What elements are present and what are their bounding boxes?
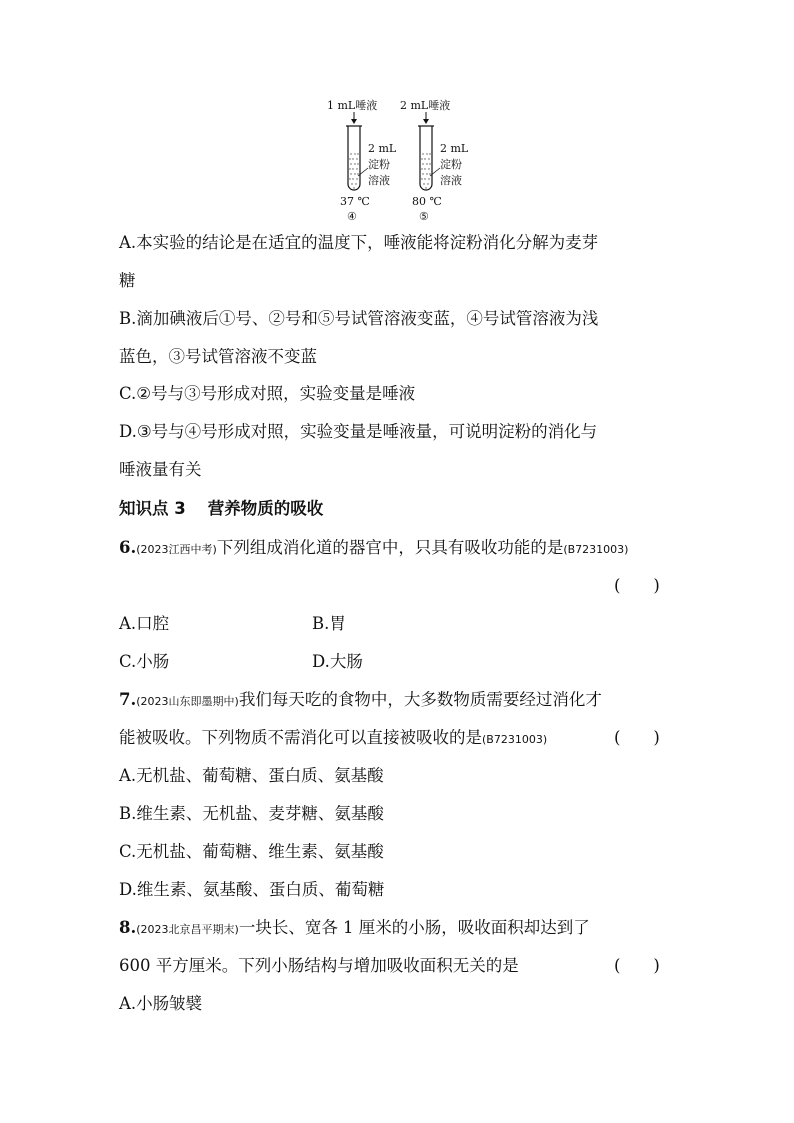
q7-code: (B7231003) xyxy=(482,733,548,746)
tube4-drop-label: 1 mL唾液 xyxy=(327,99,378,112)
q7-stem-text-2: 能被吸收。下列物质不需消化可以直接被吸收的是 xyxy=(119,728,482,747)
tube4-content-label-2: 淀粉 xyxy=(368,158,390,171)
q8-option-a: A.小肠皱襞 xyxy=(119,994,203,1013)
tube4-arrowhead xyxy=(351,119,357,124)
q5-option-b-line2: 蓝色，③号试管溶液不变蓝 xyxy=(119,347,317,366)
q8-number: 8. xyxy=(119,918,137,937)
q5-option-b-line1: B.滴加碘液后①号、②号和⑤号试管溶液变蓝，④号试管溶液为浅 xyxy=(119,309,599,328)
q7-number: 7. xyxy=(119,690,137,709)
q7-stem-line1 xyxy=(119,688,602,714)
q7-option-b: B.维生素、无机盐、麦芽糖、氨基酸 xyxy=(119,804,384,823)
q6-source: (2023江西中考) xyxy=(136,543,217,556)
tube4-temp: 37 ℃ xyxy=(340,195,370,208)
q7-option-c: C.无机盐、葡萄糖、维生素、氨基酸 xyxy=(119,842,384,861)
section-heading xyxy=(119,497,323,521)
q5-option-a-line1: A.本实验的结论是在适宜的温度下，唾液能将淀粉消化分解为麦芽 xyxy=(119,233,599,252)
q5-option-d-line2: 唾液量有关 xyxy=(119,460,202,479)
q7-option-a: A.无机盐、葡萄糖、蛋白质、氨基酸 xyxy=(119,766,384,785)
q6-option-c: C.小肠 xyxy=(119,652,170,671)
q6-code: (B7231003) xyxy=(563,543,629,556)
test-tubes-illustration xyxy=(320,92,480,224)
q5-option-a-line2: 糖 xyxy=(119,271,136,290)
tube4-solution xyxy=(349,153,358,188)
q6-option-b: B.胃 xyxy=(312,614,346,633)
section-title: 营养物质的吸收 xyxy=(207,499,324,518)
section-label: 知识点 3 xyxy=(119,499,186,518)
q6-stem xyxy=(119,536,628,562)
tube4-number: ④ xyxy=(347,210,357,223)
tube5-drop-label: 2 mL唾液 xyxy=(400,99,451,112)
q7-source: (2023山东即墨期中) xyxy=(136,695,239,708)
q7-answer-blank: ( ) xyxy=(614,728,660,747)
tube5-arrowhead xyxy=(423,119,429,124)
q6-number: 6. xyxy=(119,538,137,557)
q7-stem-text-1: 我们每天吃的食物中，大多数物质需要经过消化才 xyxy=(238,690,602,709)
tube5-content-label-3: 溶液 xyxy=(440,174,462,187)
q8-answer-blank: ( ) xyxy=(614,956,660,975)
tube5-solution xyxy=(421,153,430,188)
test-tube-figure xyxy=(320,92,480,224)
tube5-temp: 80 ℃ xyxy=(412,195,442,208)
tube4-content-label-1: 2 mL xyxy=(368,142,397,155)
tube5-content-label-1: 2 mL xyxy=(440,142,469,155)
q7-option-d: D.维生素、氨基酸、蛋白质、葡萄糖 xyxy=(119,880,385,899)
q5-option-d-line1: D.③号与④号形成对照，实验变量是唾液量，可说明淀粉的消化与 xyxy=(119,422,598,441)
q8-stem-line1 xyxy=(119,916,590,942)
q8-source: (2023北京昌平期末) xyxy=(136,923,239,936)
tube4-glass xyxy=(348,126,360,190)
q6-stem-text: 下列组成消化道的器官中，只具有吸收功能的是 xyxy=(216,538,564,557)
q5-option-c: C.②号与③号形成对照，实验变量是唾液 xyxy=(119,384,416,403)
q7-stem-line2 xyxy=(119,726,547,752)
tube5-glass xyxy=(420,126,432,190)
tube5-number: ⑤ xyxy=(419,210,429,223)
q6-option-d: D.大肠 xyxy=(312,652,363,671)
tube4-content-label-3: 溶液 xyxy=(368,174,390,187)
tube5-content-label-2: 淀粉 xyxy=(440,158,462,171)
q6-answer-blank: ( ) xyxy=(614,576,660,595)
q6-option-a: A.口腔 xyxy=(119,614,170,633)
q8-stem-text-1: 一块长、宽各 1 厘米的小肠，吸收面积却达到了 xyxy=(238,918,590,937)
q8-stem-line2: 600 平方厘米。下列小肠结构与增加吸收面积无关的是 xyxy=(119,956,519,975)
